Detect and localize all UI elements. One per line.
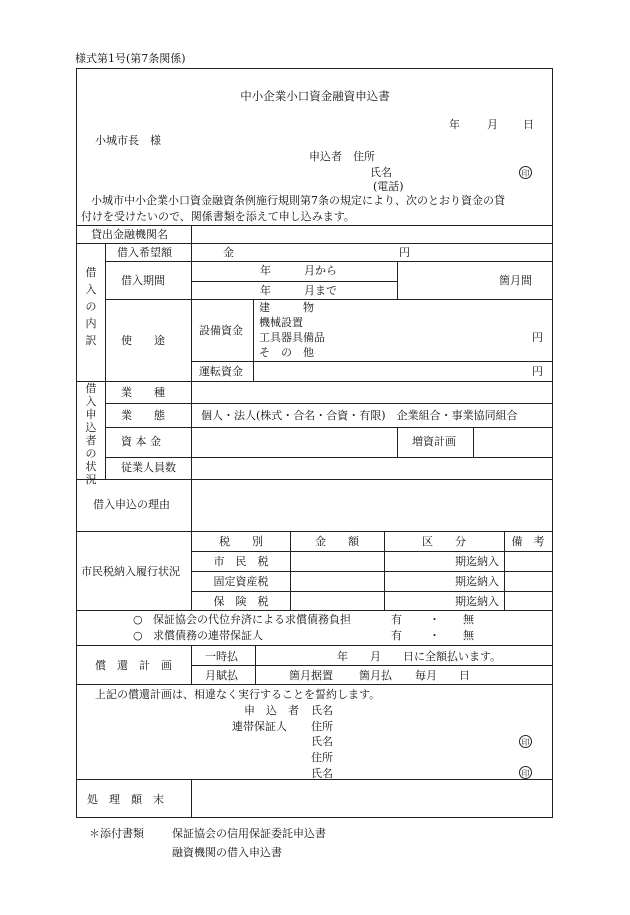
installment-months[interactable]: 箇月払 [359,669,392,682]
divider [191,645,192,684]
tax-header-notes: 備 考 [511,535,545,548]
loan-amount-prefix: 金 [223,246,234,259]
intro-line2: 付けを受けたいので、関係書類を添えて申し込みます。 [81,210,355,223]
equipment-item-tools: 工具器具備品 [259,331,325,344]
seal-icon: 印 [519,166,532,179]
loan-bank-label: 貸出金融機関名 [91,228,168,241]
guarantee-item1: 保証協会の代位弁済による求償債務負担 [153,613,351,626]
divider [191,531,192,610]
divider [290,531,291,610]
guarantee-item2-dot: ・ [429,629,440,642]
repayment-label: 償 還 計 画 [95,659,172,672]
loan-amount-field[interactable] [237,244,397,260]
divider [105,243,106,479]
guarantee-item1-dot: ・ [429,613,440,626]
date-year-label[interactable]: 年 [449,118,460,131]
divider [77,645,552,646]
business-form-label: 業 態 [121,409,165,422]
divider [77,610,552,611]
tax-header-type: 税 別 [219,535,263,548]
divider [253,299,254,381]
tax-row-name: 市 民 税 [213,555,269,568]
seal-icon: 印 [519,766,532,779]
loan-details-section-label [84,264,98,349]
date-month-label[interactable]: 月 [487,118,498,131]
tax-section-label: 市民税納入履行状況 [81,565,180,578]
guarantee-bullet-icon: ○ [133,613,143,626]
attachments-label: ＊添付書類 [89,827,144,840]
processing-field[interactable] [192,780,551,817]
loan-period-months[interactable]: 箇月間 [499,274,532,287]
guarantor-address-field[interactable]: 住所 [311,720,333,733]
seal-icon: 印 [519,735,532,748]
employees-label: 従業人員数 [121,461,176,474]
guarantee-bullet-icon: ○ [133,629,143,642]
divider [504,531,505,610]
guarantor2-name-field[interactable]: 氏名 [311,767,333,780]
divider [191,591,552,592]
operating-yen: 円 [532,365,543,378]
tax-row-name: 保 険 税 [213,595,269,608]
use-label: 使 途 [121,334,165,347]
attachment-item: 融資機関の借入申込書 [172,846,282,859]
guarantee-item1-no[interactable]: 無 [463,613,474,626]
employees-field[interactable] [192,458,551,479]
loan-details-section-text: 借入の内訳 [85,266,97,347]
divider [384,531,385,610]
loan-period-label: 借入期間 [121,274,165,287]
applicant-status-section-text: 借入申込者の状況 [85,382,97,486]
loan-period-to[interactable]: 年 月まで [260,284,337,297]
guarantee-item2-no[interactable]: 無 [463,629,474,642]
capital-field[interactable] [192,428,396,457]
equipment-item-other: そ の 他 [259,346,314,359]
monthly-payment-day[interactable]: 毎月 日 [415,669,470,682]
loan-amount-label: 借入希望額 [117,246,172,259]
applicant-name-field[interactable]: 氏名 [370,166,392,179]
equipment-yen: 円 [532,331,543,344]
tax-header-category: 区 分 [422,535,466,548]
equipment-item-building: 建 物 [259,301,314,314]
operating-funds-label: 運転資金 [199,365,243,378]
intro-line1: 小城市中小企業小口資金融資条例施行規則第7条の規定により、次のとおり資金の貸 [91,194,505,207]
divider [77,531,552,532]
divider [105,403,552,404]
guarantee-item2-yes[interactable]: 有 [391,629,402,642]
divider [255,645,256,684]
capital-increase-plan-field[interactable] [474,428,551,457]
guarantee-item2: 求償債務の連帯保証人 [153,629,263,642]
tax-row-status[interactable]: 期迄納入 [455,595,499,608]
divider [397,261,398,299]
applicant-phone-field[interactable]: (電話) [373,180,404,193]
addressee: 小城市長 様 [95,134,161,147]
divider [105,299,552,300]
form-title: 中小企業小口資金融資申込書 [240,89,390,103]
guarantee-item1-yes[interactable]: 有 [391,613,402,626]
divider [397,427,398,457]
capital-increase-plan-label: 増資計画 [412,435,456,448]
guarantor-label: 連帯保証人 [232,720,287,733]
pledge-text: 上記の償還計画は、相違なく実行することを誓約します。 [95,688,381,701]
divider [191,361,552,362]
lump-sum-label: 一時払 [205,650,238,663]
divider [191,281,397,282]
pledge-applicant-label: 申 込 者 [244,704,299,717]
application-form [76,68,553,818]
tax-row-status[interactable]: 期迄納入 [455,555,499,568]
tax-row-status[interactable]: 期迄納入 [455,575,499,588]
divider [191,551,552,552]
pledge-applicant-name-field[interactable]: 氏名 [311,704,333,717]
applicant-label: 申込者 [309,150,342,163]
industry-label: 業 種 [121,386,165,399]
business-form-options[interactable]: 個人・法人(株式・合名・合資・有限) 企業組合・事業協同組合 [201,409,518,422]
guarantor-name-field[interactable]: 氏名 [311,735,333,748]
date-day-label[interactable]: 日 [523,118,534,131]
deferral-months[interactable]: 箇月据置 [289,669,333,682]
applicant-status-section-label [84,382,98,486]
loan-bank-field[interactable] [192,226,551,243]
divider [105,261,552,262]
loan-amount-yen: 円 [399,246,410,259]
attachment-item: 保証協会の信用保証委託申込書 [172,827,326,840]
equipment-funds-label: 設備資金 [199,324,243,337]
reason-label: 借入申込の理由 [93,498,170,511]
processing-label: 処 理 顛 末 [87,793,164,806]
form-number: 様式第1号(第7条関係) [75,52,186,65]
reason-field[interactable] [192,480,551,531]
guarantor2-address-field[interactable]: 住所 [311,751,333,764]
monthly-label: 月賦払 [205,669,238,682]
tax-row-name: 固定資産税 [213,575,269,588]
applicant-address-field[interactable]: 住所 [353,150,375,163]
divider [191,665,552,666]
tax-header-amount: 金 額 [315,535,359,548]
divider [191,571,552,572]
lump-sum-text[interactable]: 年 月 日に全額払います。 [337,650,502,663]
capital-label: 資 本 金 [121,435,161,448]
industry-field[interactable] [192,382,551,403]
divider [77,684,552,685]
loan-period-from[interactable]: 年 月から [260,264,337,277]
equipment-item-machinery: 機械設置 [259,316,303,329]
